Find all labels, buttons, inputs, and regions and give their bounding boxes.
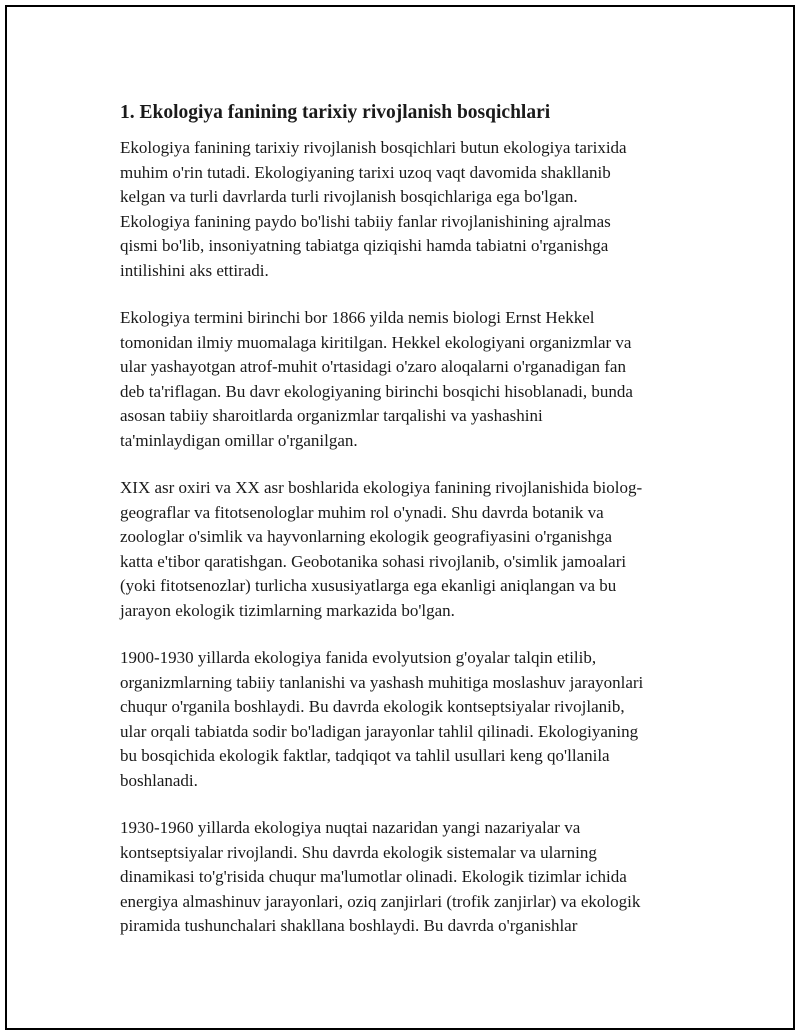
text-line: asosan tabiiy sharoitlarda organizmlar tarqalishi va yashashini — [120, 406, 543, 425]
text-line: boshlanadi. — [120, 770, 198, 790]
text-line: (yoki fitotsenozlar) turlicha xususiyatlarga ega ekanligi aniqlangan va bu — [120, 576, 617, 595]
text-line: bu bosqichida ekologik faktlar, tadqiqot va tahlil usullari keng qo'llanila — [120, 746, 610, 765]
text-line: ular yashayotgan atrof-muhit o'rtasidagi o'zaro aloqalarni o'rganadigan fan — [120, 357, 626, 376]
text-line: tomonidan ilmiy muomalaga kiritilgan. Hekkel ekologiyani organizmlar va — [120, 332, 632, 352]
text-line: energiya almashinuv jarayonlari, oziq zanjirlari (trofik zanjirlar) va ekologik — [120, 891, 641, 911]
text-line: muhim o'rin tutadi. Ekologiyaning tarixi uzoq vaqt davomida shakllanib — [120, 162, 611, 182]
text-line: kelgan va turli davrlarda turli rivojlanish bosqichlariga ega bo'lgan. — [120, 187, 578, 206]
document-body — [120, 100, 700, 962]
text-line: deb ta'riflagan. Bu davr ekologiyaning birinchi bosqichi hisoblanadi, bunda — [120, 381, 633, 401]
text-line: dinamikasi to'g'risida chuqur ma'lumotlar olinadi. Ekologik tizimlar ichida — [120, 867, 627, 886]
paragraph-2 — [120, 306, 700, 453]
paragraph-4 — [120, 646, 700, 793]
text-line: chuqur o'rganila boshlaydi. Bu davrda ekologik kontseptsiyalar rivojlanib, — [120, 697, 625, 716]
paragraph-5 — [120, 816, 700, 939]
text-line: jarayon ekologik tizimlarning markazida bo'lgan. — [120, 600, 455, 620]
text-line: geograflar va fitotsenologlar muhim rol o'ynadi. Shu davrda botanik va — [120, 502, 604, 522]
text-line: piramida tushunchalari shakllana boshlaydi. Bu davrda o'rganishlar — [120, 916, 578, 935]
text-line: Ekologiya fanining paydo bo'lishi tabiiy fanlar rivojlanishining ajralmas — [120, 211, 611, 231]
text-line: intilishini aks ettiradi. — [120, 260, 269, 280]
page-frame — [5, 5, 795, 1030]
paragraph-1 — [120, 136, 700, 283]
document-title: 1. Ekologiya fanining tarixiy rivojlanish bosqichlari — [120, 102, 551, 123]
text-line: Ekologiya fanining tarixiy rivojlanish bosqichlari butun ekologiya tarixida — [120, 138, 627, 157]
text-line: qismi bo'lib, insoniyatning tabiatga qiziqishi hamda tabiatni o'rganishga — [120, 236, 609, 255]
text-line: zoologlar o'simlik va hayvonlarning ekologik geografiyasini o'rganishga — [120, 527, 613, 546]
paragraph-3 — [120, 476, 700, 623]
text-line: ta'minlaydigan omillar o'rganilgan. — [120, 430, 358, 450]
text-line: organizmlarning tabiiy tanlanishi va yashash muhitiga moslashuv jarayonlari — [120, 672, 644, 692]
text-line: 1900-1930 yillarda ekologiya fanida evolyutsion g'oyalar talqin etilib, — [120, 648, 597, 667]
text-line: 1930-1960 yillarda ekologiya nuqtai nazaridan yangi nazariyalar va — [120, 818, 581, 837]
text-line: ular orqali tabiatda sodir bo'ladigan jarayonlar tahlil qilinadi. Ekologiyaning — [120, 721, 639, 741]
text-line: XIX asr oxiri va XX asr boshlarida ekologiya fanining rivojlanishida biolog- — [120, 478, 643, 497]
text-line: kontseptsiyalar rivojlandi. Shu davrda ekologik sistemalar va ularning — [120, 842, 597, 862]
text-line: Ekologiya termini birinchi bor 1866 yilda nemis biologi Ernst Hekkel — [120, 308, 595, 327]
text-line: katta e'tibor qaratishgan. Geobotanika sohasi rivojlanib, o'simlik jamoalari — [120, 551, 627, 571]
